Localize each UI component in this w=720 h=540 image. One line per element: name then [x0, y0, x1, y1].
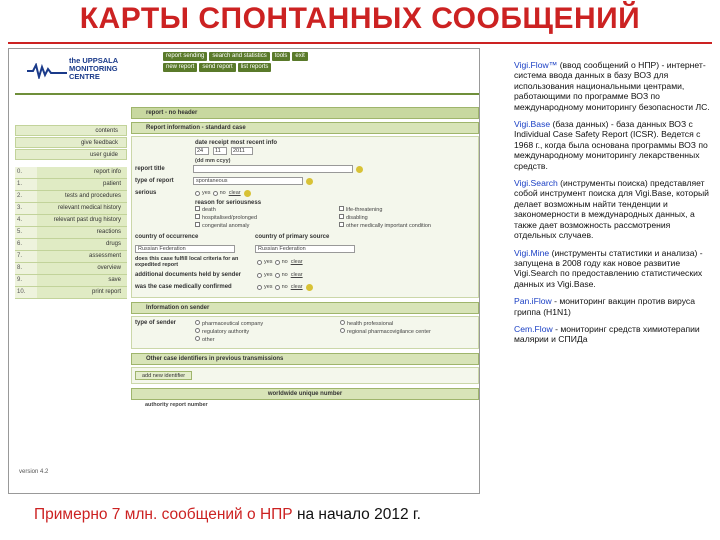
yes-label: yes — [264, 284, 273, 290]
sidebar-item[interactable] — [15, 203, 127, 215]
sender-type-option[interactable] — [193, 320, 330, 327]
reason-label: congenital anomaly — [202, 223, 250, 229]
sidebar-item[interactable] — [15, 287, 127, 299]
other-ids-panel — [131, 367, 479, 384]
reason-label: other medically important condition — [346, 223, 431, 229]
product-name: Vigi.Search — [514, 178, 558, 189]
sender-type-label: health professional — [347, 321, 394, 327]
reason-checkbox-item[interactable] — [195, 214, 331, 221]
sidebar-item-number: 10. — [17, 289, 26, 295]
confirmed-yes-radio[interactable] — [257, 285, 262, 290]
sender-type-label: regional pharmacovigilance center — [347, 329, 431, 335]
product-name: Vigi.Flow™ — [514, 60, 558, 70]
sidebar-item[interactable] — [15, 263, 127, 275]
nav-button[interactable]: tools — [272, 52, 291, 61]
title-underline — [8, 42, 712, 44]
reason-label: life-threatening — [346, 207, 383, 213]
report-info-header: Report information - standard case — [131, 122, 479, 134]
radio[interactable] — [340, 328, 345, 333]
date-format: (dd mm ccyy) — [195, 158, 231, 164]
logo-text — [69, 57, 149, 81]
reason-label: death — [202, 207, 216, 213]
nav-button[interactable]: exit — [292, 52, 307, 61]
description-paragraph — [514, 296, 714, 317]
serious-label: serious — [135, 190, 157, 196]
vigiflow-screenshot — [8, 48, 480, 494]
country-occurrence-label: country of occurrence — [135, 234, 199, 240]
radio[interactable] — [195, 320, 200, 325]
sidebar-item[interactable] — [15, 239, 127, 251]
sender-type-option[interactable] — [338, 320, 475, 327]
no-label: no — [281, 272, 288, 278]
date-label: date receipt most recent info — [195, 140, 278, 146]
sidebar-item-number: 1. — [17, 181, 23, 187]
type-of-report-label: type of report — [135, 178, 174, 184]
authority-number-label: authority report number — [145, 402, 208, 408]
description-paragraph — [514, 178, 714, 240]
logo-line3: CENTRE — [69, 72, 100, 81]
type-of-report-select[interactable]: spontaneous — [193, 177, 303, 185]
date-year-input[interactable]: 2011 — [231, 147, 253, 155]
reason-checkbox-item[interactable] — [195, 222, 331, 229]
product-name: Pan.iFlow — [514, 296, 552, 307]
sender-type-option[interactable] — [193, 328, 330, 335]
expedited-yes-radio[interactable] — [257, 260, 262, 265]
sidebar-item-number: 5. — [17, 229, 23, 235]
sidebar-button[interactable]: user guide — [15, 149, 127, 160]
sender-type-label: type of sender — [135, 320, 177, 326]
reason-checkbox-item[interactable] — [339, 206, 475, 213]
country-occurrence-select[interactable]: Russian Federation — [135, 245, 235, 253]
reason-checkbox-item[interactable] — [339, 214, 475, 221]
sender-panel — [131, 316, 479, 349]
help-icon[interactable] — [306, 178, 313, 185]
sidebar-item[interactable] — [15, 227, 127, 239]
sidebar-item-number: 4. — [17, 217, 23, 223]
description-column — [514, 60, 714, 352]
serious-yes-radio[interactable] — [195, 191, 200, 196]
product-description: (база данных) - база данных ВОЗ с Individual Case Safety Report (ICSR). Ведется с 1968 г., когда была основана программы ВОЗ по международному мониторингу лекарственных средств. — [514, 119, 708, 171]
docs-yes-radio[interactable] — [257, 273, 262, 278]
nav-button[interactable]: report sending — [163, 52, 207, 61]
country-source-label: country of primary source — [255, 234, 330, 240]
sidebar-item-label: save — [37, 275, 127, 286]
expedited-label: does this case fulfill local criteria for an expedited report — [135, 256, 239, 268]
help-icon[interactable] — [306, 284, 313, 291]
reason-label: reason for seriousness — [195, 200, 262, 206]
expedited-no-radio[interactable] — [275, 260, 280, 265]
clear-link[interactable]: clear — [290, 259, 303, 265]
sidebar-item-number: 3. — [17, 205, 23, 211]
umc-logo — [27, 57, 127, 87]
page-title: КАРТЫ СПОНТАННЫХ СООБЩЕНИЙ — [79, 2, 641, 35]
nav-button[interactable]: search and statistics — [209, 52, 269, 61]
sender-type-label: pharmaceutical company — [202, 321, 264, 327]
sidebar-item[interactable] — [15, 275, 127, 287]
report-title-input[interactable] — [193, 165, 353, 173]
yes-label: yes — [202, 190, 211, 196]
country-source-select[interactable]: Russian Federation — [255, 245, 355, 253]
nav-button[interactable]: send report — [199, 63, 235, 72]
reason-checkbox-item[interactable] — [339, 222, 475, 229]
clear-link[interactable]: clear — [228, 190, 241, 196]
header-divider — [15, 93, 480, 95]
confirmed-no-radio[interactable] — [275, 285, 280, 290]
radio[interactable] — [195, 328, 200, 333]
date-day-input[interactable]: 24 — [195, 147, 209, 155]
sidebar-item-number: 9. — [17, 277, 23, 283]
sidebar-item[interactable] — [15, 191, 127, 203]
docs-no-radio[interactable] — [275, 273, 280, 278]
yes-label: yes — [264, 272, 273, 278]
help-icon[interactable] — [356, 166, 363, 173]
nav-button[interactable]: list reports — [238, 63, 272, 72]
sidebar-item[interactable] — [15, 215, 127, 227]
help-icon[interactable] — [244, 190, 251, 197]
footer-black-text: на начало 2012 г. — [292, 506, 421, 523]
product-description: (инструменты поиска) представляет собой инструмент поиска для Vigi.Base, который делает возможным найти тенденции и закономерности в международных данных, а также дает возможность рассмотрения отдельных случаев. — [514, 178, 709, 241]
sidebar-button[interactable]: contents — [15, 125, 127, 136]
sidebar-button[interactable]: give feedback — [15, 137, 127, 148]
report-header: report - no header — [131, 107, 479, 119]
product-name: Vigi.Base — [514, 119, 551, 130]
sidebar-item-label: tests and procedures — [37, 191, 127, 202]
reasons-grid — [195, 206, 475, 229]
report-form — [131, 107, 479, 408]
confirmed-label: was the case medically confirmed — [135, 284, 232, 290]
reason-label: hospitalised/prolonged — [202, 215, 258, 221]
logo-line1: the UPPSALA — [69, 56, 119, 65]
additional-docs-label: additional documents held by sender — [135, 272, 242, 278]
sender-header: Information on sender — [131, 302, 479, 314]
reason-label: disabling — [346, 215, 368, 221]
report-info-panel — [131, 136, 479, 298]
sender-type-option[interactable] — [193, 336, 330, 343]
checkbox[interactable] — [339, 206, 344, 211]
top-nav — [163, 52, 363, 74]
checkbox[interactable] — [339, 222, 344, 227]
sidebar-item-label: relevant medical history — [37, 203, 127, 214]
product-name: Cem.Flow — [514, 323, 553, 334]
sender-type-label: regulatory authority — [202, 329, 250, 335]
report-title-label: report title — [135, 166, 165, 172]
sidebar-item-label: overview — [37, 263, 127, 274]
sidebar-item[interactable] — [15, 167, 127, 179]
sidebar-item-label: reactions — [37, 227, 127, 238]
no-label: no — [281, 259, 288, 265]
checkbox[interactable] — [195, 214, 200, 219]
checkbox[interactable] — [195, 206, 200, 211]
no-label: no — [281, 284, 288, 290]
sidebar-item[interactable] — [15, 179, 127, 191]
sidebar-item-number: 2. — [17, 193, 23, 199]
clear-link[interactable]: clear — [290, 284, 303, 290]
sidebar-item-label: relevant past drug history — [37, 215, 127, 226]
product-description: - мониторинг вакцин против вируса гриппа (H1N1) — [514, 296, 695, 317]
add-identifier-button[interactable]: add new identifier — [135, 371, 192, 380]
sidebar-item-number: 6. — [17, 241, 23, 247]
reason-checkbox-item[interactable] — [195, 206, 331, 213]
nav-button[interactable]: new report — [163, 63, 197, 72]
description-paragraph — [514, 248, 714, 290]
clear-link[interactable]: clear — [290, 272, 303, 278]
description-paragraph — [514, 60, 714, 112]
sender-type-option[interactable] — [338, 328, 475, 335]
sidebar-item-number: 7. — [17, 253, 23, 259]
sidebar-item[interactable] — [15, 251, 127, 263]
sidebar-item-label: report info — [37, 167, 127, 178]
product-description: (инструменты статистики и анализа) - запущена в 2008 году как новое развитие Vigi.Search по предоставлению статистических данных из Vigi.Base. — [514, 247, 703, 289]
sidebar-item-label: print report — [37, 287, 127, 298]
sender-type-label: other — [202, 337, 215, 343]
footer-red-text: Примерно 7 млн. сообщений о НПР — [34, 506, 293, 523]
version-label: version 4.2 — [19, 469, 49, 475]
date-month-input[interactable]: 11 — [213, 147, 227, 155]
worldwide-number-header: worldwide unique number — [131, 388, 479, 400]
sidebar-item-label: patient — [37, 179, 127, 190]
no-label: no — [219, 190, 226, 196]
sidebar-item-label: assessment — [37, 251, 127, 262]
checkbox[interactable] — [339, 214, 344, 219]
sidebar-item-number: 8. — [17, 265, 23, 271]
other-ids-header: Other case identifiers in previous transmissions — [131, 353, 479, 365]
logo-line2: MONITORING — [69, 64, 118, 73]
sidebar-item-number: 0. — [17, 169, 23, 175]
product-description: - мониторинг средств химиотерапии малярии и СПИДа — [514, 323, 700, 345]
wave-logo-icon — [27, 63, 67, 79]
radio[interactable] — [195, 336, 200, 341]
sidebar — [15, 125, 127, 299]
sender-types-grid — [193, 320, 475, 343]
product-description: (ввод сообщений о НПР) - интернет-система ввода данных в базу ВОЗ для использования национальными центрами, работающими по программе ВОЗ по международному мониторингу безопасности ЛС. — [514, 60, 710, 112]
checkbox[interactable] — [195, 222, 200, 227]
radio[interactable] — [340, 320, 345, 325]
footer-note — [34, 506, 421, 524]
yes-label: yes — [264, 259, 273, 265]
description-paragraph — [514, 324, 714, 345]
sidebar-item-label: drugs — [37, 239, 127, 250]
product-name: Vigi.Mine — [514, 247, 550, 258]
serious-no-radio[interactable] — [213, 191, 218, 196]
description-paragraph — [514, 119, 714, 171]
